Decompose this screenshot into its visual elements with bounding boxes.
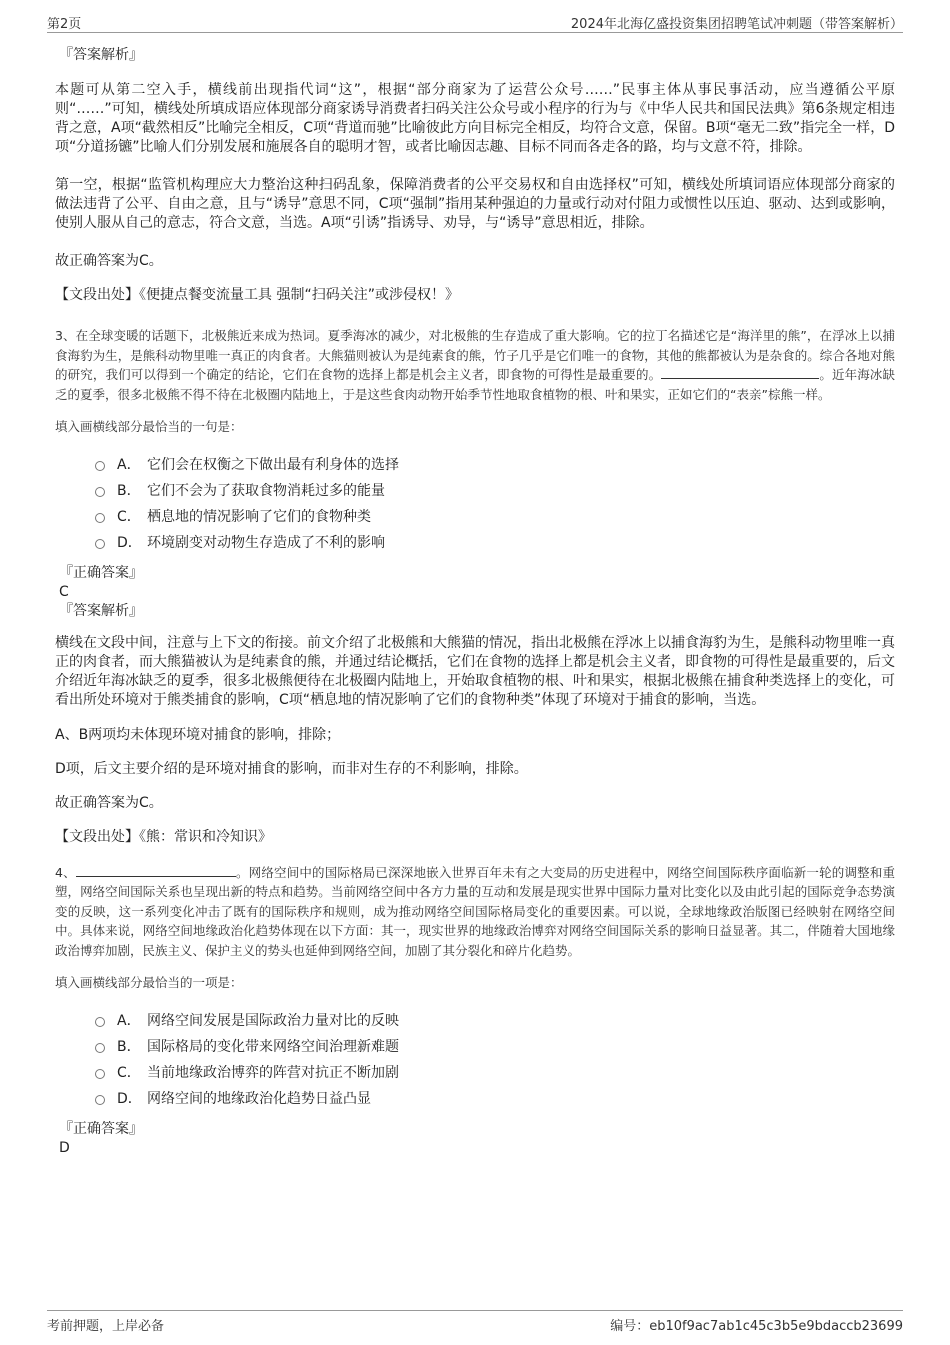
option-text: 当前地缘政治博弈的阵营对抗正不断加剧 xyxy=(147,1064,399,1081)
radio-icon[interactable] xyxy=(95,1069,105,1079)
analysis-paragraph: D项，后文主要介绍的是环境对捕食的影响，而非对生存的不利影响，排除。 xyxy=(55,760,528,777)
option-letter: C． xyxy=(117,1064,141,1081)
correct-answer: D xyxy=(59,1139,70,1156)
radio-icon[interactable] xyxy=(95,1095,105,1105)
analysis-paragraph: 本题可从第二空入手，横线前出现指代词“这”，根据“部分商家为了运营公众号……”民事主体从事民事活动，应当遵循公平原则“……”可知，横线处所填成语应体现部分商家诱导消费者扫码关注公众号或小程序的行为与《中华人民共和国民法典》第6条规定相违背之意，A项“截然相反”比喻完全相反，C项“背道而驰”比喻彼此方向目标完全相反，均符合文意，保留。B项“毫无二致”指完全一样，D项“分道扬镳”比喻人们分别发展和施展各自的聪明才智，或者比喻因志趣、目标不同而各走各的路，均与文意不符，排除。 xyxy=(55,82,895,155)
option-text: 栖息地的情况影响了它们的食物种类 xyxy=(147,508,371,525)
option-c[interactable] xyxy=(95,1060,895,1086)
page-content xyxy=(55,42,895,1158)
question-stem-part: 3、在全球变暖的话题下，北极熊近来成为热词。夏季海冰的减少，对北极熊的生存造成了重大影响。它的拉丁名描述它是“海洋里的熊”，在浮冰上以捕食海豹为生，是熊科动物里唯一真正的肉食者。大熊猫则被认为是纯素食的熊，竹子几乎是它们唯一的食物，其他的熊都被认为是杂食的。综合各地对熊的研究，我们可以得到一个确定的结论，它们在食物的选择上都是机会主义者，即食物的可得性是最重要的。 xyxy=(55,328,895,382)
question-stem-part: 。网络空间中的国际格局已深深地嵌入世界百年未有之大变局的历史进程中，网络空间国际秩序面临新一轮的调整和重塑，网络空间国际关系也呈现出新的特点和趋势。当前网络空间中各方力量的互动和发展是现实世界中国际力量对比变化以及由此引起的国际竞争态势演变的反映，这一系列变化冲击了既有的国际秩序和规则，成为推动网络空间国际格局变化的重要因素。可以说，全球地缘政治版图已经映射在网络空间中。具体来说，网络空间地缘政治化趋势体现在以下方面：其一，现实世界的地缘政治博弈对网络空间国际关系的影响日益显著。其二，伴随着大国地缘政治博弈加剧，民族主义、保护主义的势头也延伸到网络空间，加剧了其分裂化和碎片化趋势。 xyxy=(55,864,895,958)
option-b[interactable] xyxy=(95,1034,895,1060)
conclusion: 故正确答案为C。 xyxy=(55,794,163,811)
answer-label: 『正确答案』 xyxy=(59,564,143,581)
option-letter: A． xyxy=(117,456,141,473)
question-stem-part: 。近年海冰缺乏的夏季，很多北极熊不得不待在北极圈内陆地上，于是这些食肉动物开始季节性地取食植物的根、叶和果实，正如它们的“表亲”棕熊一样。 xyxy=(55,367,895,402)
option-text: 网络空间的地缘政治化趋势日益凸显 xyxy=(147,1090,371,1107)
source-citation: 【文段出处】《熊：常识和冷知识》 xyxy=(55,828,272,845)
option-b[interactable] xyxy=(95,478,895,504)
radio-icon[interactable] xyxy=(95,1043,105,1053)
radio-icon[interactable] xyxy=(95,461,105,471)
option-text: 它们不会为了获取食物消耗过多的能量 xyxy=(147,482,385,499)
option-text: 它们会在权衡之下做出最有利身体的选择 xyxy=(147,456,399,473)
option-d[interactable] xyxy=(95,530,895,556)
option-letter: D． xyxy=(117,1090,142,1107)
option-text: 网络空间发展是国际政治力量对比的反映 xyxy=(147,1012,399,1029)
page-header xyxy=(47,10,903,33)
analysis-paragraph: 第一空，根据“监管机构理应大力整治这种扫码乱象，保障消费者的公平交易权和自由选择权”可知，横线处所填词语应体现部分商家的做法违背了公平、自由之意，且与“诱导”意思不同，C项“强制”指用某种强迫的力量或行动对付阻力或惯性以压迫、驱动、达到或影响，使别人服从自己的意志，符合文意，当选。A项“引诱”指诱导、劝导，与“诱导”意思相近，排除。 xyxy=(55,177,895,231)
analysis-paragraph: 横线在文段中间，注意与上下文的衔接。前文介绍了北极熊和大熊猫的情况，指出北极熊在浮冰上以捕食海豹为生，是熊科动物里唯一真正的肉食者，而大熊猫被认为是纯素食的熊，并通过结论概括，它们在食物的选择上都是机会主义者，即食物的可得性是最重要的，后文介绍近年海冰缺乏的夏季，很多北极熊便待在北极圈内陆地上，开始取食植物的根、叶和果实，根据北极熊在捕食种类选择上的变化，可看出所处环境对于熊类捕食的影响，C项“栖息地的情况影响了它们的食物种类”体现了环境对于捕食的影响，当选。 xyxy=(55,634,895,708)
question-stem xyxy=(55,863,895,961)
option-c[interactable] xyxy=(95,504,895,530)
radio-icon[interactable] xyxy=(95,487,105,497)
option-text: 国际格局的变化带来网络空间治理新难题 xyxy=(147,1038,399,1055)
fill-blank xyxy=(661,366,819,379)
correct-answer: C xyxy=(59,583,69,600)
answer-label: 『正确答案』 xyxy=(59,1120,143,1137)
page-number: 第2页 xyxy=(47,17,82,32)
analysis-paragraph: A、B两项均未体现环境对捕食的影响，排除； xyxy=(55,726,341,743)
option-a[interactable] xyxy=(95,452,895,478)
fill-blank xyxy=(76,864,236,877)
source-citation: 【文段出处】《便捷点餐变流量工具 强制“扫码关注”或涉侵权！》 xyxy=(55,287,459,303)
conclusion: 故正确答案为C。 xyxy=(55,253,163,269)
question-stem xyxy=(55,326,895,404)
page-footer xyxy=(47,1310,903,1333)
option-letter: C． xyxy=(117,508,141,525)
footer-slogan: 考前押题，上岸必备 xyxy=(47,1319,165,1334)
question-prompt: 填入画横线部分最恰当的一句是： xyxy=(55,419,243,434)
document-code: 编号：eb10f9ac7ab1c45c3b5e9bdaccb23699 xyxy=(610,1319,903,1334)
option-d[interactable] xyxy=(95,1086,895,1112)
option-letter: D． xyxy=(117,534,142,551)
radio-icon[interactable] xyxy=(95,539,105,549)
option-list xyxy=(95,452,895,556)
question-prompt: 填入画横线部分最恰当的一项是： xyxy=(55,975,243,990)
question-number: 4、 xyxy=(55,864,76,880)
document-title: 2024年北海亿盛投资集团招聘笔试冲刺题（带答案解析） xyxy=(570,17,903,32)
option-a[interactable] xyxy=(95,1008,895,1034)
radio-icon[interactable] xyxy=(95,1017,105,1027)
analysis-label: 『答案解析』 xyxy=(59,602,143,619)
analysis-label: 『答案解析』 xyxy=(59,47,143,63)
option-list xyxy=(95,1008,895,1112)
radio-icon[interactable] xyxy=(95,513,105,523)
option-text: 环境剧变对动物生存造成了不利的影响 xyxy=(147,534,385,551)
option-letter: B． xyxy=(117,482,141,499)
option-letter: A． xyxy=(117,1012,141,1029)
option-letter: B． xyxy=(117,1038,141,1055)
